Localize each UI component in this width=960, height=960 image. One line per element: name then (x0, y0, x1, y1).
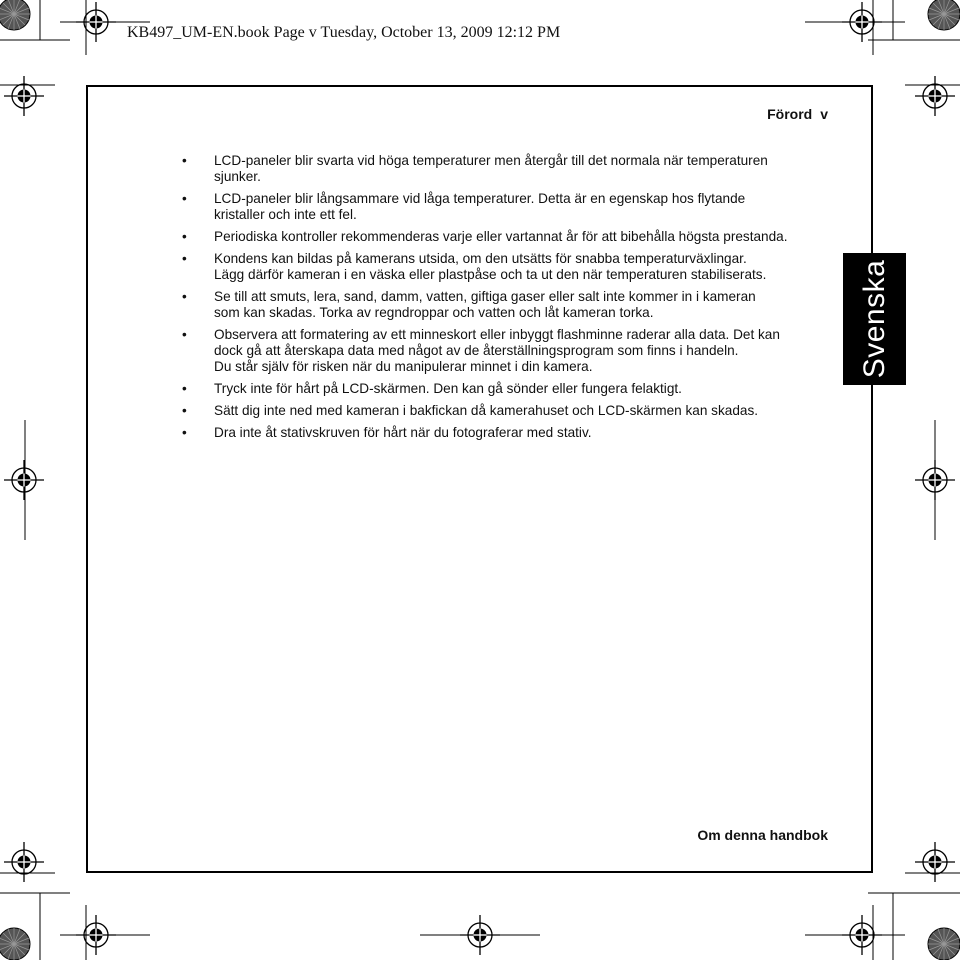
list-item (182, 251, 832, 283)
header-page-number: v (820, 106, 828, 122)
bullet-icon: • (182, 403, 187, 418)
language-side-tab (843, 253, 906, 385)
bullet-icon: • (182, 191, 187, 206)
list-item-text: Se till att smuts, lera, sand, damm, vatten, giftiga gaser eller salt inte kommer in i kameran som kan skadas. Torka av regndroppar och vatten och låt kameran torka. (214, 289, 756, 320)
bullet-icon: • (182, 229, 187, 244)
bullet-icon: • (182, 251, 187, 266)
list-item-text: Tryck inte för hårt på LCD-skärmen. Den kan gå sönder eller fungera felaktigt. (214, 381, 682, 396)
print-slug-line: KB497_UM-EN.book Page v Tuesday, October 13, 2009 12:12 PM (127, 24, 561, 41)
list-item (182, 381, 832, 397)
list-item-text: Sätt dig inte ned med kameran i bakfickan då kamerahuset och LCD-skärmen kan skadas. (214, 403, 759, 418)
running-footer: Om denna handbok (697, 827, 828, 843)
bullet-icon: • (182, 153, 187, 168)
list-item (182, 153, 832, 185)
list-item (182, 289, 832, 321)
running-header (767, 106, 828, 122)
precautions-bullet-list (182, 153, 832, 447)
list-item-text: LCD-paneler blir svarta vid höga temperaturer men återgår till det normala när temperaturen sjunker. (214, 153, 768, 184)
list-item-text: Observera att formatering av ett minneskort eller inbyggt flashminne raderar alla data. Det kan dock gå att återskapa data med något av de återställningsprogram som finns i handeln. Du står själv för risken när du manipulerar minnet i din kamera. (214, 327, 780, 374)
header-section-title: Förord (767, 106, 813, 122)
list-item (182, 327, 832, 375)
bullet-icon: • (182, 425, 187, 440)
bullet-icon: • (182, 289, 187, 304)
list-item-text: Periodiska kontroller rekommenderas varje eller vartannat år för att bibehålla högsta prestanda. (214, 229, 788, 244)
list-item (182, 425, 832, 441)
list-item (182, 191, 832, 223)
bullet-icon: • (182, 327, 187, 342)
language-tab-label: Svenska (857, 259, 891, 379)
page-frame (86, 85, 873, 873)
list-item-text: Kondens kan bildas på kamerans utsida, om den utsätts för snabba temperaturväxlingar. Lägg därför kameran i en väska eller plastpåse och ta ut den när temperaturen stabiliserats. (214, 251, 767, 282)
list-item (182, 403, 832, 419)
list-item (182, 229, 832, 245)
bullet-icon: • (182, 381, 187, 396)
list-item-text: Dra inte åt stativskruven för hårt när du fotograferar med stativ. (214, 425, 592, 440)
list-item-text: LCD-paneler blir långsammare vid låga temperaturer. Detta är en egenskap hos flytande kristaller och inte ett fel. (214, 191, 746, 222)
